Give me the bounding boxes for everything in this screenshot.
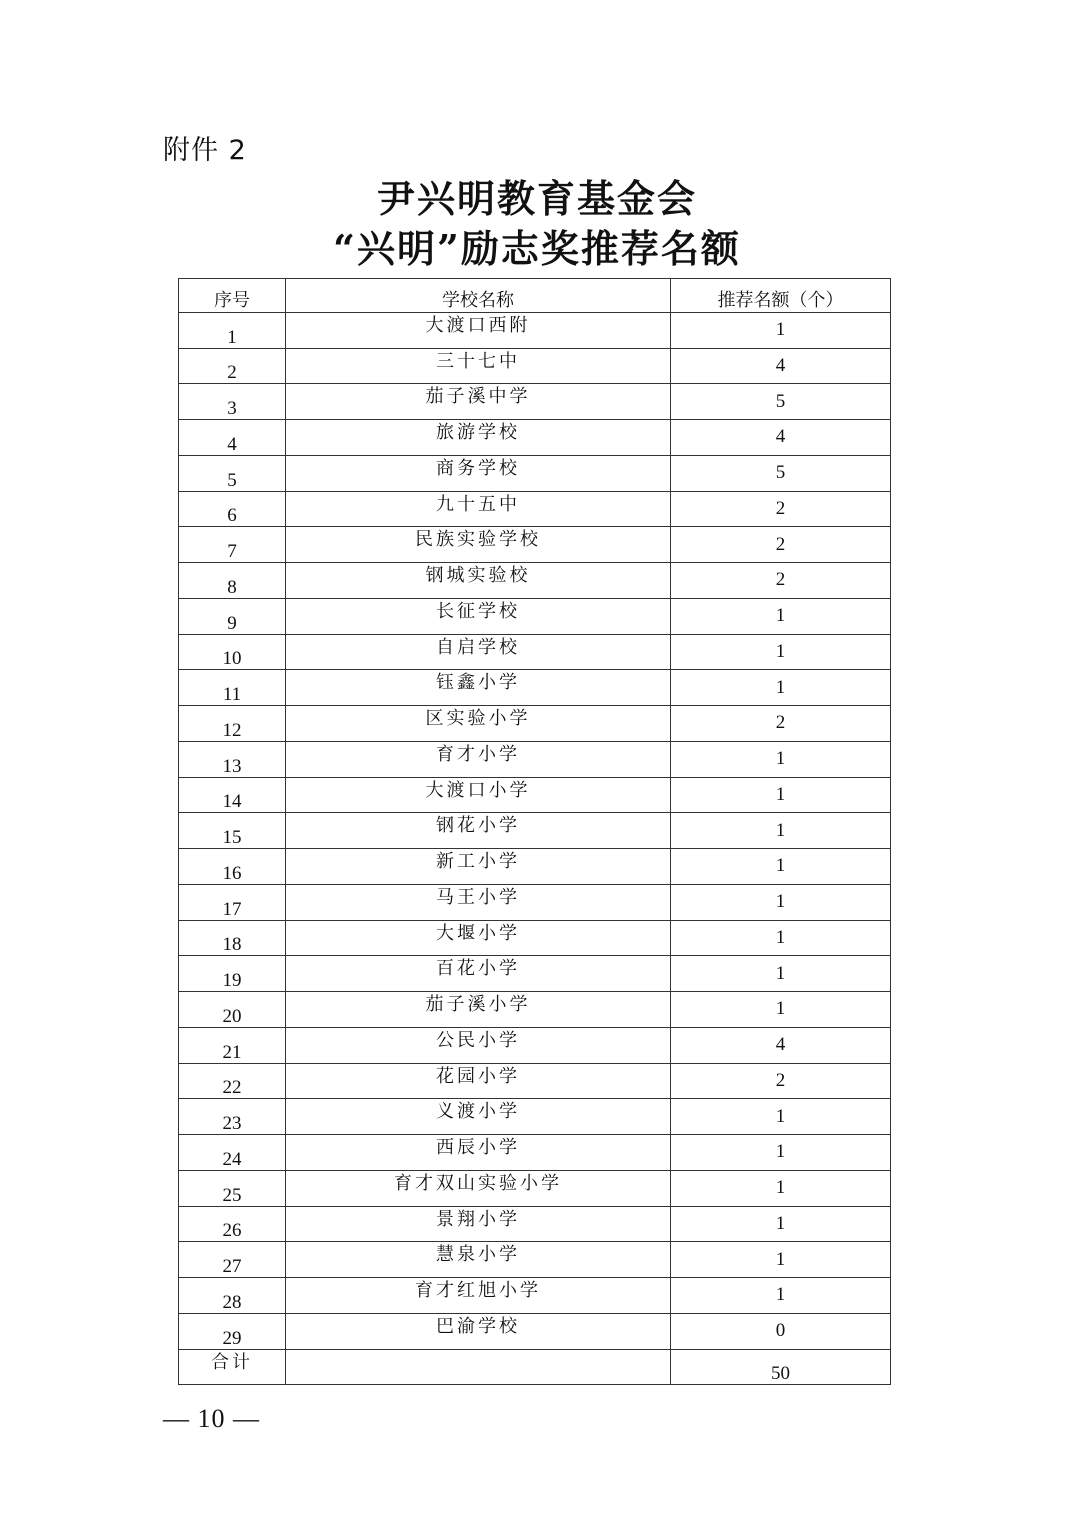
- row-number-cell: 21: [179, 1027, 286, 1063]
- quota-cell: 1: [671, 312, 891, 348]
- row-number-cell: 10: [179, 634, 286, 670]
- school-name-cell: 义渡小学: [286, 1099, 671, 1135]
- school-name-cell: 区实验小学: [286, 706, 671, 742]
- row-number-cell: 6: [179, 491, 286, 527]
- school-name-cell: 自启学校: [286, 634, 671, 670]
- table-row: [179, 634, 891, 670]
- table-row: [179, 884, 891, 920]
- row-number-cell: 26: [179, 1206, 286, 1242]
- quota-cell: 1: [671, 777, 891, 813]
- table-row: [179, 563, 891, 599]
- quota-cell: 4: [671, 1027, 891, 1063]
- school-name-cell: 茄子溪中学: [286, 384, 671, 420]
- table-row: [179, 1278, 891, 1314]
- row-number-cell: 17: [179, 884, 286, 920]
- table-row: [179, 598, 891, 634]
- row-number-cell: 15: [179, 813, 286, 849]
- row-number-cell: 8: [179, 563, 286, 599]
- quota-cell: 4: [671, 348, 891, 384]
- row-number-cell: 20: [179, 992, 286, 1028]
- table-body: [179, 312, 891, 1385]
- quota-cell: 2: [671, 527, 891, 563]
- quota-cell: 1: [671, 598, 891, 634]
- table-row: [179, 777, 891, 813]
- row-number-cell: 14: [179, 777, 286, 813]
- column-header-quota: 推荐名额（个）: [671, 279, 891, 313]
- table-row: [179, 1313, 891, 1349]
- quota-cell: 1: [671, 1242, 891, 1278]
- quota-table: [178, 278, 891, 1385]
- row-number-cell: 18: [179, 920, 286, 956]
- quota-cell: 2: [671, 491, 891, 527]
- row-number-cell: 4: [179, 420, 286, 456]
- table-row: [179, 420, 891, 456]
- quota-cell: 1: [671, 634, 891, 670]
- row-number-cell: 7: [179, 527, 286, 563]
- row-number-cell: 27: [179, 1242, 286, 1278]
- quota-cell: 1: [671, 992, 891, 1028]
- school-name-cell: 百花小学: [286, 956, 671, 992]
- school-name-cell: 新工小学: [286, 849, 671, 885]
- school-name-cell: 巴渝学校: [286, 1313, 671, 1349]
- school-name-cell: 慧泉小学: [286, 1242, 671, 1278]
- school-name-cell: 旅游学校: [286, 420, 671, 456]
- table-row: [179, 384, 891, 420]
- quota-cell: 1: [671, 1135, 891, 1171]
- quota-cell: 1: [671, 956, 891, 992]
- column-header-number: 序号: [179, 279, 286, 313]
- row-number-cell: 2: [179, 348, 286, 384]
- row-number-cell: 24: [179, 1135, 286, 1171]
- school-name-cell: 大堰小学: [286, 920, 671, 956]
- school-name-cell: 三十七中: [286, 348, 671, 384]
- table-row: [179, 1206, 891, 1242]
- school-name-cell: 西辰小学: [286, 1135, 671, 1171]
- table-row: [179, 1099, 891, 1135]
- row-number-cell: 23: [179, 1099, 286, 1135]
- total-school-cell: [286, 1349, 671, 1385]
- quota-cell: 2: [671, 1063, 891, 1099]
- table-row: [179, 1242, 891, 1278]
- school-name-cell: 花园小学: [286, 1063, 671, 1099]
- school-name-cell: 九十五中: [286, 491, 671, 527]
- school-name-cell: 育才双山实验小学: [286, 1170, 671, 1206]
- row-number-cell: 1: [179, 312, 286, 348]
- row-number-cell: 9: [179, 598, 286, 634]
- quota-cell: 0: [671, 1313, 891, 1349]
- quota-cell: 1: [671, 849, 891, 885]
- quota-cell: 5: [671, 455, 891, 491]
- table-row: [179, 1170, 891, 1206]
- quota-cell: 1: [671, 813, 891, 849]
- school-name-cell: 民族实验学校: [286, 527, 671, 563]
- table-row: [179, 813, 891, 849]
- quota-cell: 5: [671, 384, 891, 420]
- school-name-cell: 大渡口小学: [286, 777, 671, 813]
- school-name-cell: 钰鑫小学: [286, 670, 671, 706]
- quota-cell: 2: [671, 563, 891, 599]
- school-name-cell: 茄子溪小学: [286, 992, 671, 1028]
- row-number-cell: 22: [179, 1063, 286, 1099]
- table-row: [179, 1135, 891, 1171]
- table-row: [179, 670, 891, 706]
- quota-cell: 1: [671, 884, 891, 920]
- table-row: [179, 849, 891, 885]
- attachment-label: 附件 2: [163, 135, 247, 166]
- table-row: [179, 455, 891, 491]
- school-name-cell: 育才小学: [286, 741, 671, 777]
- school-name-cell: 钢城实验校: [286, 563, 671, 599]
- table-row: [179, 992, 891, 1028]
- quota-cell: 1: [671, 670, 891, 706]
- total-row: [179, 1349, 891, 1385]
- row-number-cell: 13: [179, 741, 286, 777]
- table-row: [179, 1027, 891, 1063]
- school-name-cell: 公民小学: [286, 1027, 671, 1063]
- school-name-cell: 长征学校: [286, 598, 671, 634]
- school-name-cell: 景翔小学: [286, 1206, 671, 1242]
- quota-cell: 1: [671, 1099, 891, 1135]
- row-number-cell: 28: [179, 1278, 286, 1314]
- row-number-cell: 3: [179, 384, 286, 420]
- document-title-line2: “兴明”励志奖推荐名额: [333, 226, 741, 271]
- table-row: [179, 956, 891, 992]
- school-name-cell: 大渡口西附: [286, 312, 671, 348]
- table-row: [179, 706, 891, 742]
- table-row: [179, 1063, 891, 1099]
- row-number-cell: 16: [179, 849, 286, 885]
- total-quota-cell: 50: [671, 1349, 891, 1385]
- quota-cell: 1: [671, 920, 891, 956]
- quota-cell: 1: [671, 1278, 891, 1314]
- quota-cell: 2: [671, 706, 891, 742]
- row-number-cell: 11: [179, 670, 286, 706]
- quota-cell: 1: [671, 1206, 891, 1242]
- quota-cell: 1: [671, 1170, 891, 1206]
- page-number: — 10 —: [163, 1404, 260, 1433]
- column-header-school: 学校名称: [286, 279, 671, 313]
- row-number-cell: 12: [179, 706, 286, 742]
- total-label-cell: 合计: [179, 1349, 286, 1385]
- school-name-cell: 商务学校: [286, 455, 671, 491]
- row-number-cell: 5: [179, 455, 286, 491]
- table-row: [179, 348, 891, 384]
- quota-cell: 4: [671, 420, 891, 456]
- quota-cell: 1: [671, 741, 891, 777]
- school-name-cell: 钢花小学: [286, 813, 671, 849]
- school-name-cell: 马王小学: [286, 884, 671, 920]
- table-row: [179, 920, 891, 956]
- table-row: [179, 741, 891, 777]
- document-title-line1: 尹兴明教育基金会: [376, 176, 697, 221]
- table-header-row: [179, 279, 891, 313]
- row-number-cell: 25: [179, 1170, 286, 1206]
- table-row: [179, 312, 891, 348]
- table-row: [179, 527, 891, 563]
- row-number-cell: 19: [179, 956, 286, 992]
- school-name-cell: 育才红旭小学: [286, 1278, 671, 1314]
- row-number-cell: 29: [179, 1313, 286, 1349]
- table-row: [179, 491, 891, 527]
